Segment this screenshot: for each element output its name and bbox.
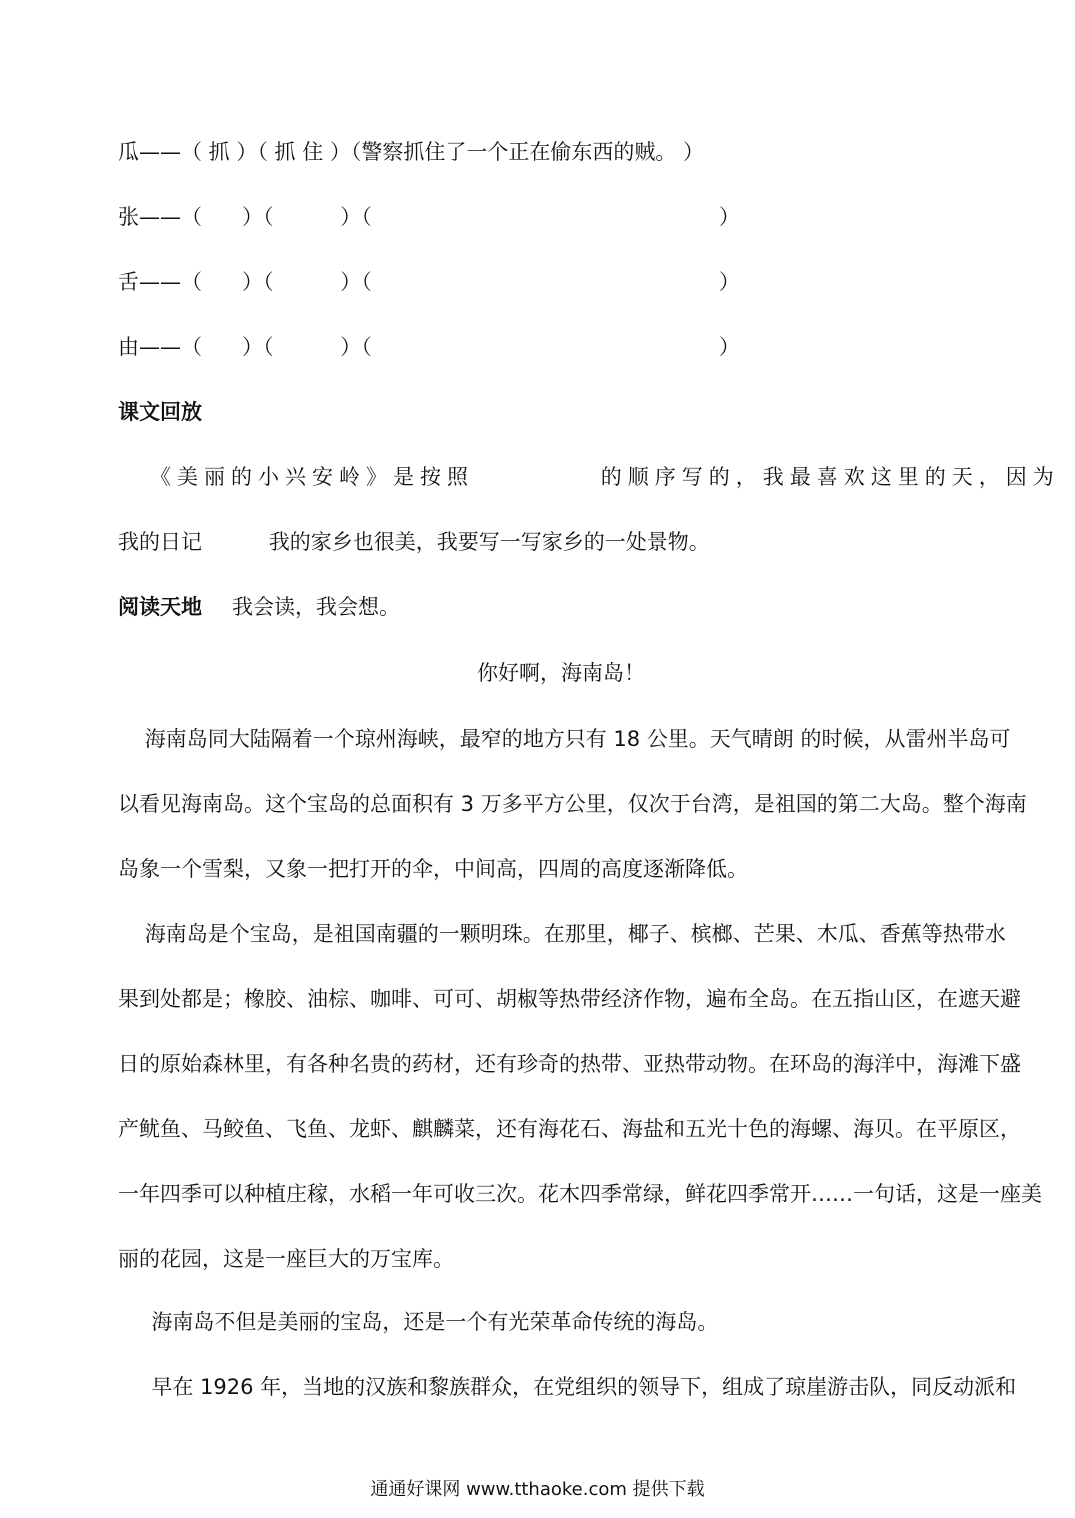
article-paragraph-1 [118,707,1027,902]
paragraph-line: 果到处都是；橡胶、油棕、咖啡、可可、胡椒等热带经济作物，遍布全岛。在五指山区，在遮天避 [118,987,1021,1011]
paragraph-line: 海南岛同大陆隔着一个琼州海峡，最窄的地方只有 18 公里。天气晴朗 的时候，从雷州半岛可 [118,727,1011,751]
article-paragraph-4: 早在 1926 年，当地的汉族和黎族群众，在党组织的领导下，组成了琼崖游击队，同反动派和 [118,1375,1017,1399]
exercise-row-she: 舌——（ ）（ ）（ ） [118,270,740,294]
article-title: 你好啊，海南岛！ [477,661,645,685]
article-paragraph-3: 海南岛不但是美丽的宝岛，还是一个有光荣革命传统的海岛。 [118,1310,719,1334]
paragraph-line: 岛象一个雪梨，又象一把打开的伞，中间高，四周的高度逐渐降低。 [118,857,748,881]
paragraph-line: 一年四季可以种植庄稼，水稻一年可收三次。花木四季常绿，鲜花四季常开……一句话，这是一座美 [118,1182,1042,1206]
exercise-row-gua: 瓜——（ 抓 ）（ 抓 住 ）（警察抓住了一个正在偷东西的贼。 ） [118,140,705,164]
paragraph-line: 海南岛是个宝岛，是祖国南疆的一颗明珠。在那里，椰子、槟榔、芒果、木瓜、香蕉等热带水 [118,922,1006,946]
exercise-row-you: 由——（ ）（ ）（ ） [118,335,740,359]
paragraph-line: 丽的花园，这是一座巨大的万宝库。 [118,1247,454,1271]
paragraph-line: 以看见海南岛。这个宝岛的总面积有 3 万多平方公里，仅次于台湾，是祖国的第二大岛。整个海南 [118,792,1027,816]
reading-instruction: 我会读，我会想。 [232,595,400,619]
review-heading: 课文回放 [118,400,202,424]
page-footer: 通通好课网 www.tthaoke.com 提供下载 [370,1479,705,1500]
paragraph-line: 日的原始森林里，有各种名贵的药材，还有珍奇的热带、亚热带动物。在环岛的海洋中，海滩下盛 [118,1052,1021,1076]
article-paragraph-2 [118,902,1042,1292]
exercise-row-zhang: 张——（ ）（ ）（ ） [118,205,740,229]
review-line-2: 我的日记 我的家乡也很美，我要写一写家乡的一处景物。 [118,530,710,554]
reading-heading: 阅读天地 [118,595,202,619]
review-line-1: 《美丽的小兴安岭》是按照 的顺序写的，我最喜欢这里的天，因为 [150,465,1060,489]
paragraph-line: 产鱿鱼、马鲛鱼、飞鱼、龙虾、麒麟菜，还有海花石、海盐和五光十色的海螺、海贝。在平原区， [118,1117,1021,1141]
